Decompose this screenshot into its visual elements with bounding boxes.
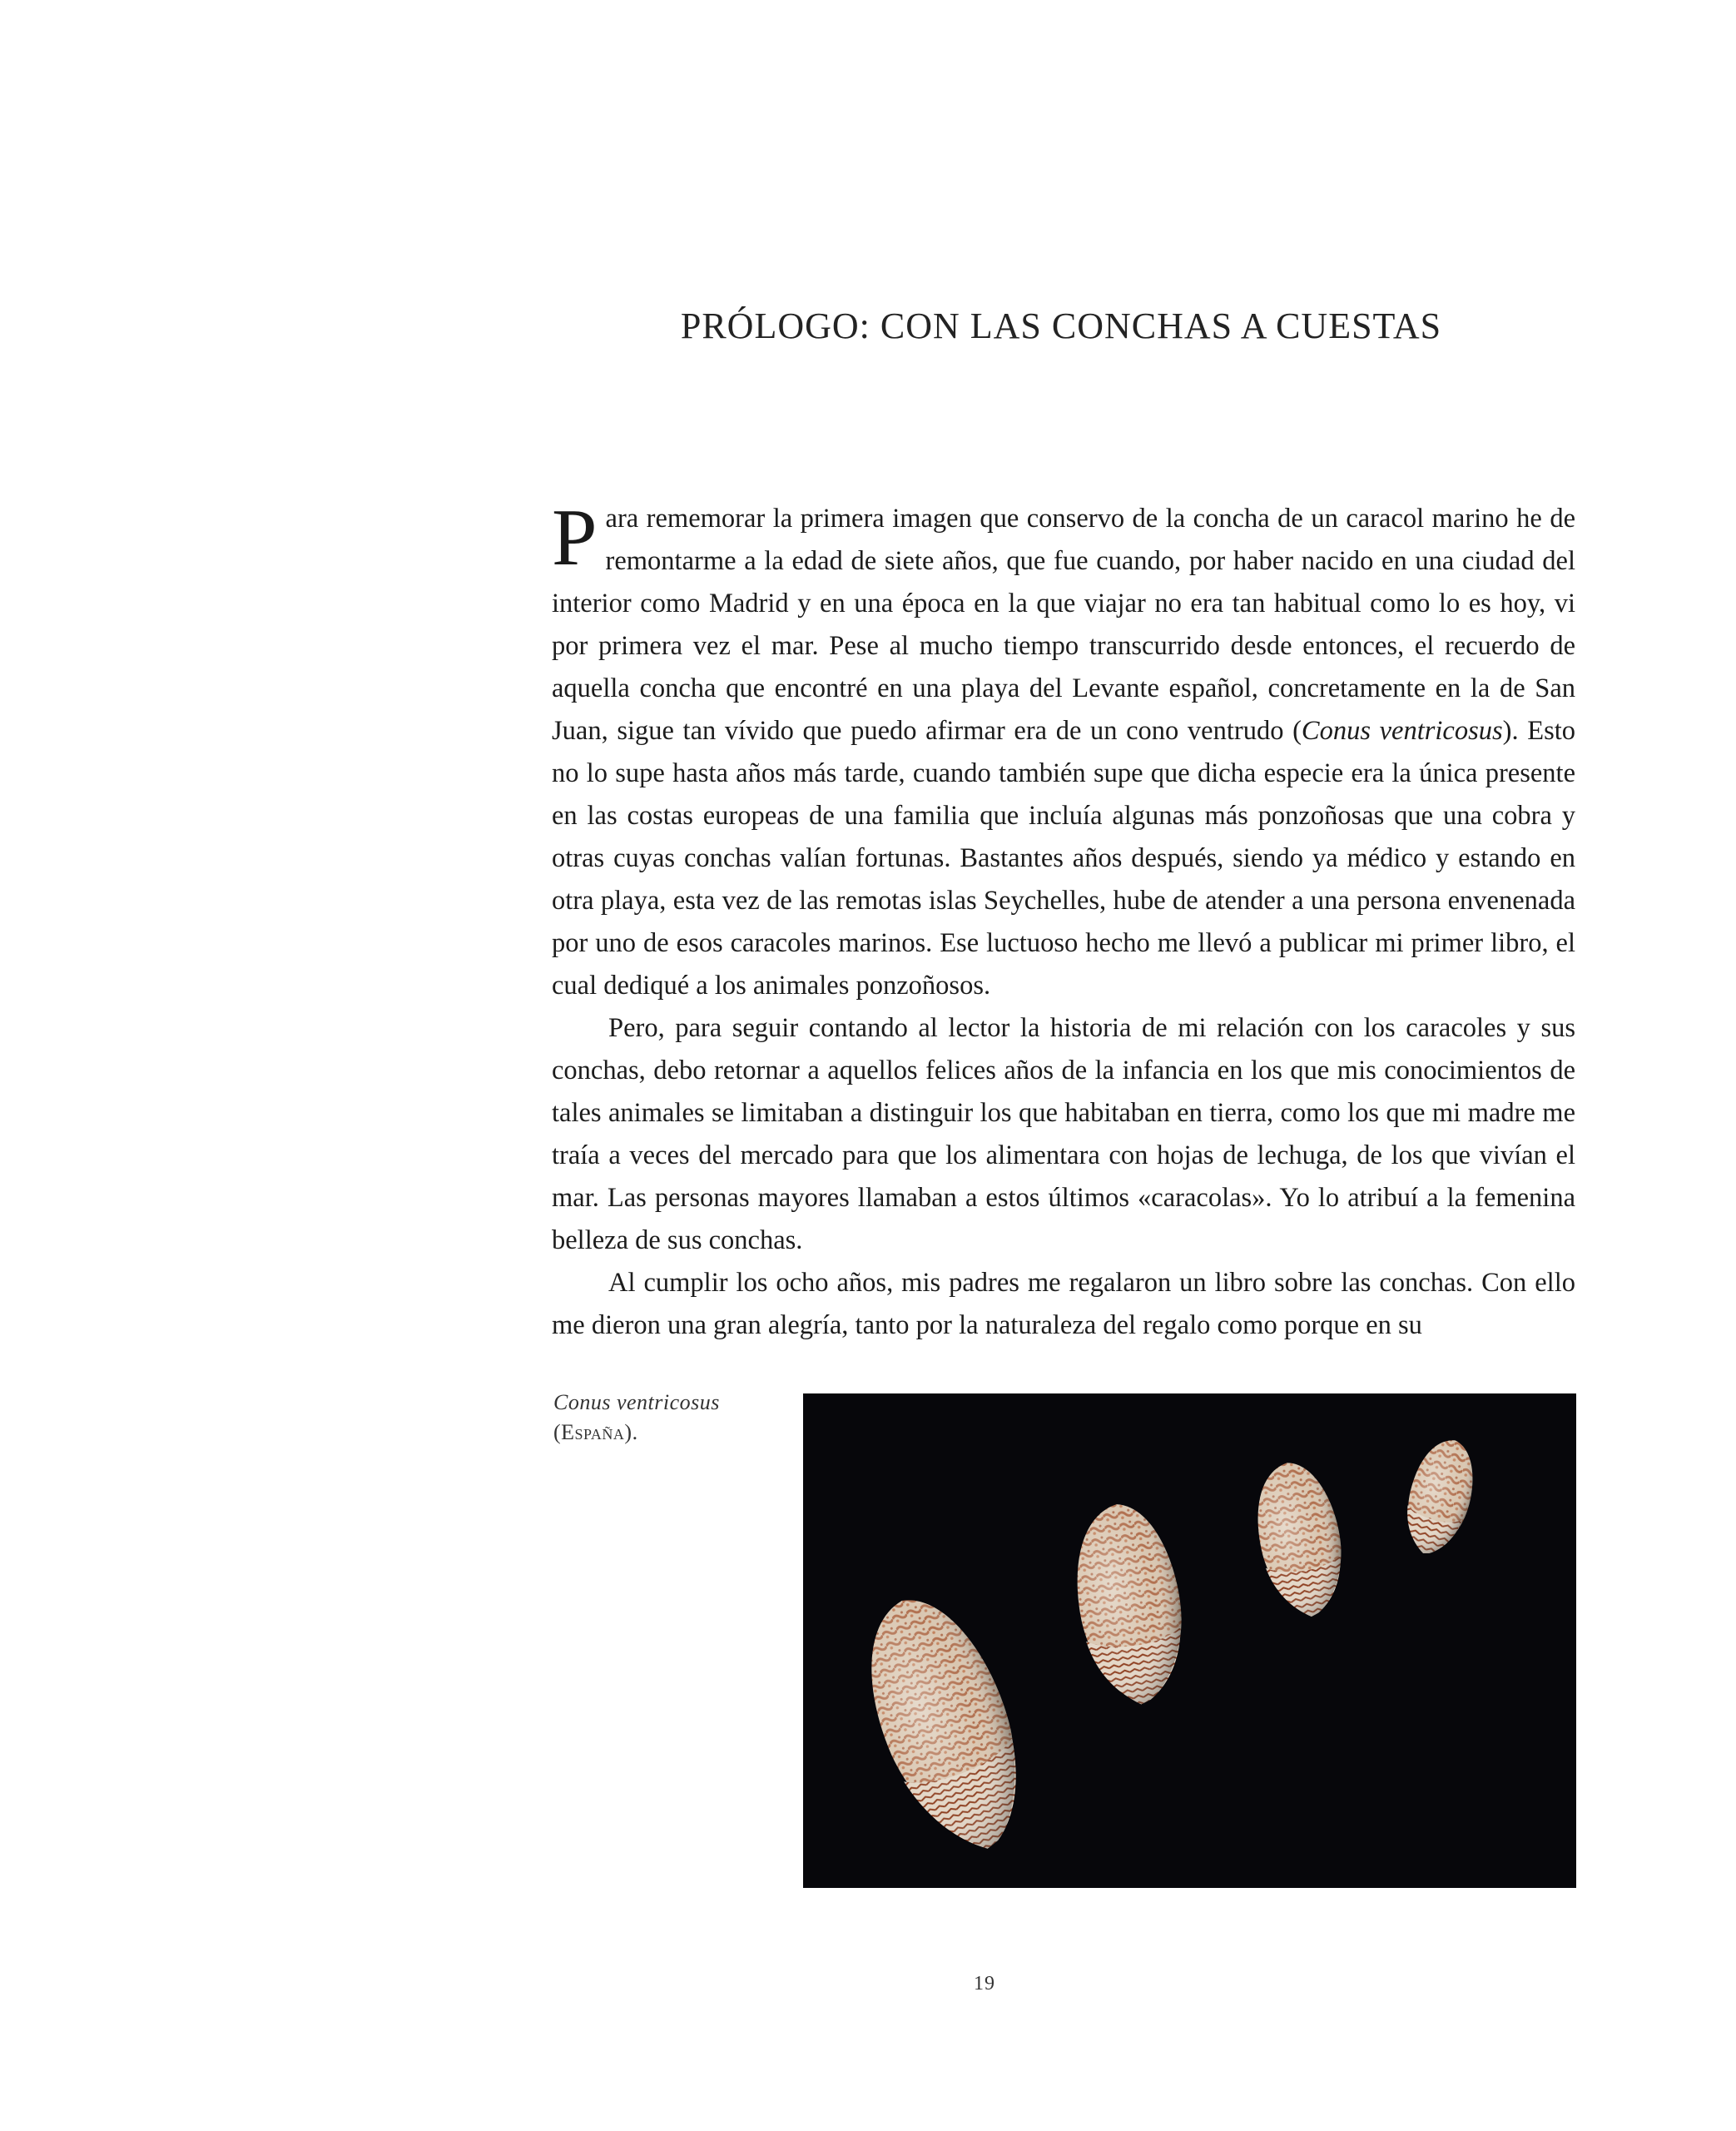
figure-caption — [553, 1388, 795, 1448]
paragraph-1-text-a: ara rememorar la primera imagen que conservo de la concha de un caracol marino he de remontarme a la edad de siete años, que fue cuando, por haber nacido en una ciudad del interior como Madrid y en una época en la que viajar no era tan habitual como lo es hoy, vi por primera vez el mar. Pese al mucho tiempo transcurrido desde entonces, el recuerdo de aquella concha que encontré en una playa del Levante español, concretamente en la de San Juan, sigue tan vívido que puedo afirmar era de un cono ventrudo ( — [552, 504, 1575, 746]
shell-4 — [1396, 1433, 1484, 1562]
shell-1 — [843, 1580, 1049, 1869]
body-text — [552, 493, 1575, 1347]
page-number: 19 — [974, 1973, 995, 1994]
drop-cap: P — [552, 493, 598, 583]
chapter-title: PRÓLOGO: CON LAS CONCHAS A CUESTAS — [680, 305, 1442, 346]
paragraph-1-italic-species: Conus ventricosus — [1301, 716, 1503, 746]
paragraph-1 — [552, 493, 1575, 1007]
shell-3 — [1247, 1456, 1353, 1623]
paragraph-2: Pero, para seguir contando al lector la historia de mi relación con los caracoles y sus conchas, debo retornar a aquellos felices años de la infancia en los que mis conocimientos de tales animales se limitaban a distinguir los que habitaban en tierra, como los que mi madre me traía a veces del mercado para que los alimentara con hojas de lechuga, de los que vivían el mar. Las personas mayores llamaban a estos últimos «caracolas». Yo lo atribuí a la femenina belleza de sus conchas. — [552, 1013, 1575, 1255]
paragraph-1-text-b: ). Esto no lo supe hasta años más tarde, cuando también supe que dicha especie era la única presente en las costas europeas de una familia que incluía algunas más ponzoñosas que una cobra y otras cuyas conchas valían fortunas. Bastantes años después, siendo ya médico y estando en otra playa, esta vez de las remotas islas Seychelles, hube de atender a una persona envenenada por uno de esos caracoles marinos. Ese luctuoso hecho me llevó a publicar mi primer libro, el cual dediqué a los animales ponzoñosos. — [552, 716, 1575, 1001]
caption-country: (España). — [553, 1420, 638, 1444]
shell-2 — [1066, 1498, 1193, 1711]
paragraph-3: Al cumplir los ocho años, mis padres me regalaron un libro sobre las conchas. Con ello me dieron una gran alegría, tanto por la naturaleza del regalo como porque en su — [552, 1268, 1575, 1340]
shells-illustration — [803, 1393, 1576, 1888]
caption-species: Conus ventricosus — [553, 1390, 720, 1414]
shell-photograph — [803, 1393, 1576, 1888]
